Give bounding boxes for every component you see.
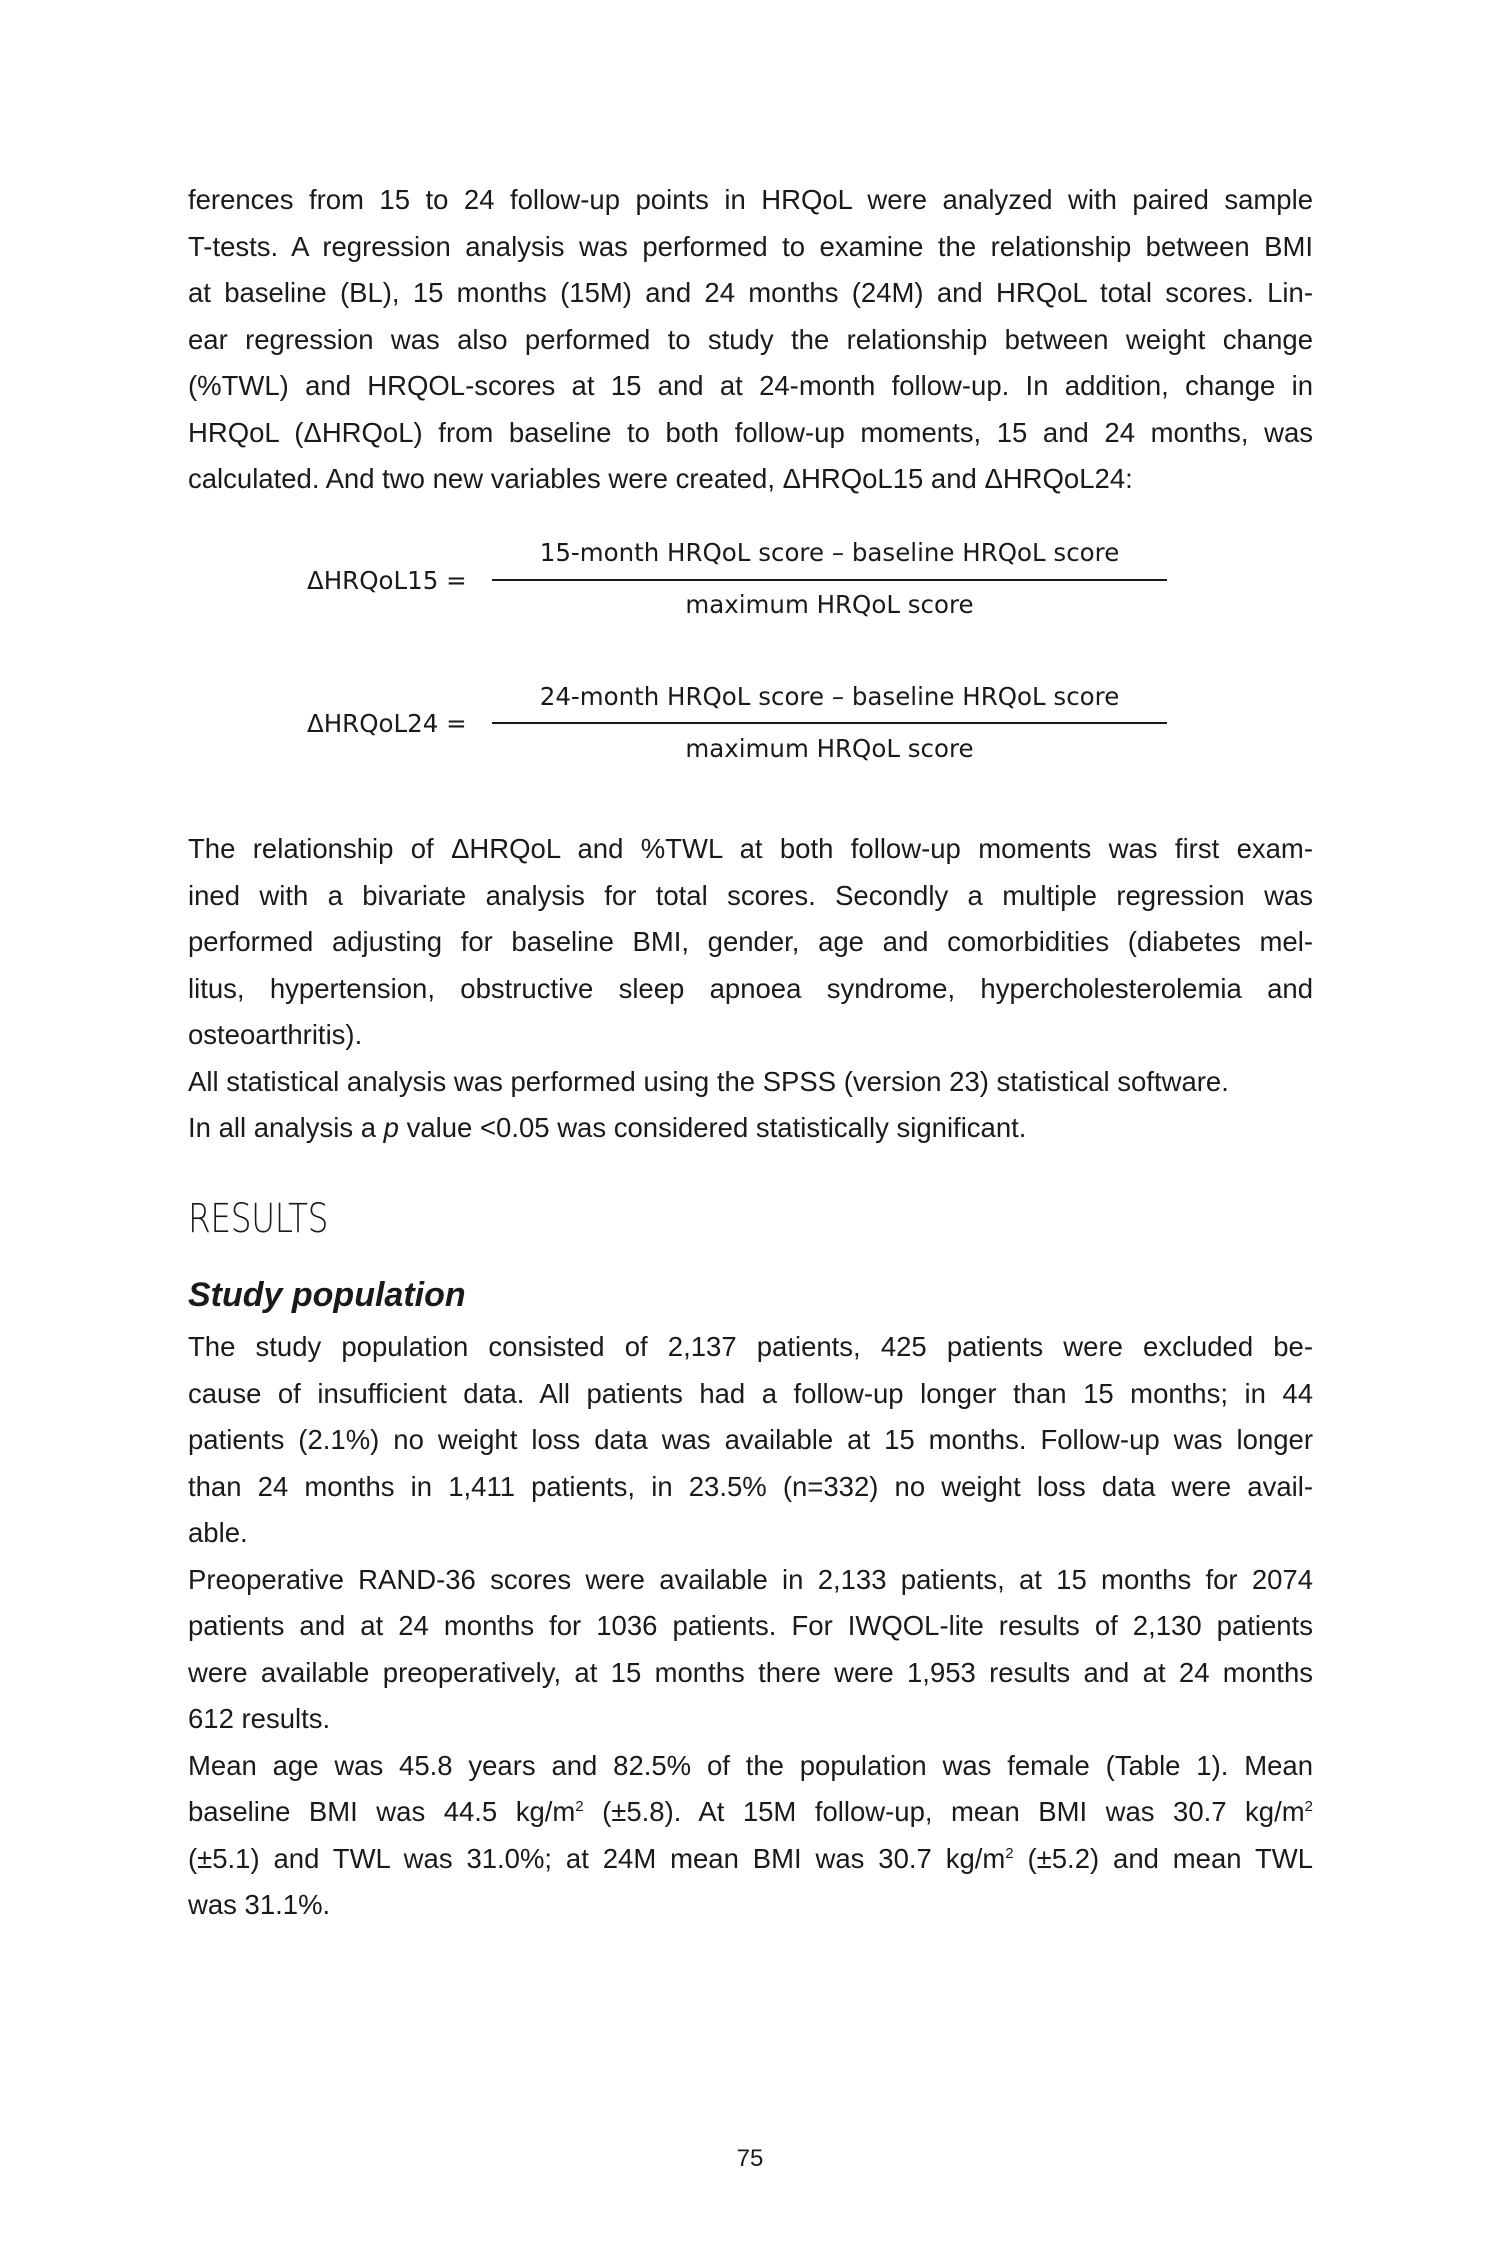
results-paragraph-2	[188, 1557, 1313, 1743]
equation-denominator: maximum HRQoL score	[685, 590, 974, 619]
p-symbol: p	[383, 1112, 399, 1143]
text-line: All statistical analysis was performed using the SPSS (version 23) statistical software.	[188, 1065, 1229, 1097]
text-run: (±5.8). At 15M follow-up, mean BMI was 30.7 kg/m	[583, 1796, 1305, 1827]
text-line: performed adjusting for baseline BMI, gender, age and comorbidities (diabetes mel-	[188, 926, 1313, 957]
subsection-heading: Study population	[188, 1276, 466, 1314]
text-line: The study population consisted of 2,137 patients, 425 patients were excluded be-	[188, 1331, 1313, 1362]
text-line: were available preoperatively, at 15 months there were 1,953 results and at 24 months	[188, 1656, 1313, 1688]
superscript: 2	[1304, 1797, 1313, 1815]
section-heading: RESULTS	[188, 1196, 329, 1242]
text-line: was 31.1%.	[188, 1889, 331, 1920]
equation-numerator: 24-month HRQoL score – baseline HRQoL score	[539, 682, 1120, 711]
text-line: than 24 months in 1,411 patients, in 23.5% (n=332) no weight loss data were avail-	[188, 1470, 1313, 1502]
text-line: Preoperative RAND-36 scores were available in 2,133 patients, at 15 months for 2074	[188, 1563, 1313, 1595]
text-run: baseline BMI was 44.5 kg/m	[188, 1796, 576, 1827]
text-line: patients (2.1%) no weight loss data was available at 15 months. Follow-up was longer	[188, 1424, 1313, 1455]
superscript: 2	[575, 1797, 584, 1815]
text-line: T-tests. A regression analysis was performed to examine the relationship between BMI	[188, 230, 1313, 262]
text-run: (±5.1) and TWL was 31.0%; at 24M mean BMI was 30.7 kg/m	[188, 1842, 1006, 1874]
fraction-bar	[492, 579, 1167, 581]
text-run: In all analysis a	[188, 1112, 384, 1143]
text-line: ined with a bivariate analysis for total scores. Secondly a multiple regression was	[188, 879, 1313, 911]
text-line: able.	[188, 1517, 248, 1548]
text-line: cause of insufficient data. All patients had a follow-up longer than 15 months; in 44	[188, 1377, 1313, 1409]
text-line: The relationship of ΔHRQoL and %TWL at both follow-up moments was first exam-	[188, 833, 1313, 864]
results-paragraph-1	[188, 1324, 1313, 1557]
methods-paragraph	[188, 826, 1313, 1152]
results-paragraphs	[188, 1324, 1313, 1929]
text-line: ferences from 15 to 24 follow-up points in HRQoL were analyzed with paired sample	[188, 184, 1313, 215]
text-line: (%TWL) and HRQOL-scores at 15 and at 24-month follow-up. In addition, change in	[188, 370, 1313, 401]
text-run: value <0.05 was considered statistically significant.	[398, 1112, 1027, 1143]
fraction-bar	[492, 722, 1167, 724]
text-line: Mean age was 45.8 years and 82.5% of the population was female (Table 1). Mean	[188, 1749, 1313, 1781]
text-line: 612 results.	[188, 1703, 331, 1734]
text-line	[188, 1836, 1313, 1883]
superscript: 2	[1005, 1844, 1014, 1862]
equation-denominator: maximum HRQoL score	[685, 734, 974, 763]
text-line: HRQoL (ΔHRQoL) from baseline to both follow-up moments, 15 and 24 months, was	[188, 416, 1313, 448]
equation-numerator: 15-month HRQoL score – baseline HRQoL score	[539, 538, 1120, 567]
equation-label: ΔHRQoL15 =	[307, 566, 467, 595]
significance-line	[188, 1105, 1313, 1152]
text-line: patients and at 24 months for 1036 patients. For IWQOL-lite results of 2,130 patients	[188, 1610, 1313, 1641]
text-line: osteoarthritis).	[188, 1019, 363, 1050]
text-line: ear regression was also performed to study the relationship between weight change	[188, 323, 1313, 355]
page-number: 75	[736, 2145, 764, 2172]
text-line: litus, hypertension, obstructive sleep apnoea syndrome, hypercholesterolemia and	[188, 972, 1313, 1004]
text-line: at baseline (BL), 15 months (15M) and 24 months (24M) and HRQoL total scores. Lin-	[188, 277, 1313, 308]
equation-label: ΔHRQoL24 =	[307, 709, 467, 738]
text-run: (±5.2) and mean TWL	[1013, 1842, 1313, 1874]
intro-paragraph	[188, 177, 1313, 503]
results-paragraph-3	[188, 1743, 1313, 1929]
text-line	[188, 1789, 1313, 1836]
text-line: calculated. And two new variables were created, ΔHRQoL15 and ΔHRQoL24:	[188, 463, 1133, 494]
